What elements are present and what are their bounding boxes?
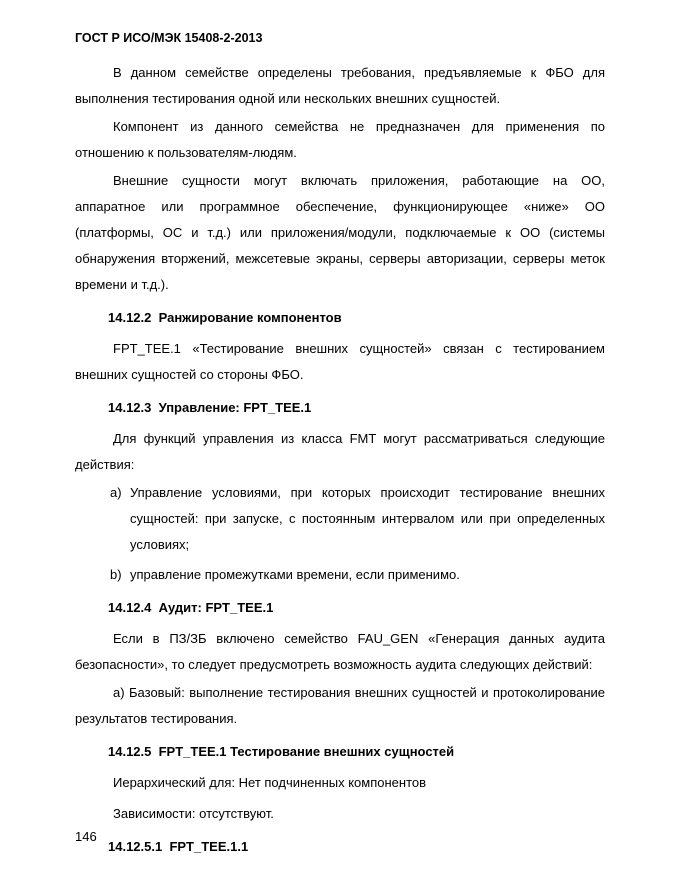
paragraph-audit-basic: a) Базовый: выполнение тестирования внешних сущностей и протоколирование результатов тестирования. (75, 685, 605, 726)
paragraph-component-not-for-humans: Компонент из данного семейства не предназначен для применения по отношению к пользователям-людям. (75, 119, 605, 160)
list-item-a (110, 480, 605, 558)
paragraph-dependencies: Зависимости: отсутствуют. (113, 806, 274, 821)
paragraph-fpt-tee: FPT_TEE.1 «Тестирование внешних сущностей» связан с тестированием внешних сущностей со стороны ФБО. (75, 341, 605, 382)
section-heading-fpt-tee11: 14.12.5.1 FPT_TEE.1.1 (108, 839, 249, 854)
list-marker-a: a) (110, 485, 122, 500)
paragraph-hierarchical: Иерархический для: Нет подчиненных компонентов (113, 775, 427, 790)
section-heading-audit: 14.12.4 Аудит: FPT_TEE.1 (108, 600, 274, 615)
list-item-b-text: управление промежутками времени, если применимо. (130, 567, 460, 582)
page-number: 146 (75, 829, 97, 844)
section-heading-management: 14.12.3 Управление: FPT_TEE.1 (108, 400, 312, 415)
list-item-b (110, 562, 605, 588)
list-marker-b: b) (110, 567, 122, 582)
section-heading-ranking: 14.12.2 Ранжирование компонентов (108, 310, 342, 325)
document-header: ГОСТ Р ИСО/МЭК 15408-2-2013 (75, 31, 263, 45)
paragraph-fmt-actions: Для функций управления из класса FMT могут рассматриваться следующие действия: (75, 431, 605, 472)
paragraph-external-entities: Внешние сущности могут включать приложения, работающие на ОО, аппаратное или программное обеспечение, функционирующее «ниже» ОО (платформы, ОС и т.д.) или приложения/модули, подключаемые к ОО (системы обнаружения вторжений, межсетевые экраны, серверы авторизации, серверы меток времени и т.д.). (75, 173, 605, 292)
section-heading-fpt-tee1: 14.12.5 FPT_TEE.1 Тестирование внешних сущностей (108, 744, 455, 759)
list-item-a-text: Управление условиями, при которых происходит тестирование внешних сущностей: при запуске, с постоянным интервалом или при определенных условиях; (130, 485, 605, 552)
paragraph-audit-family: Если в ПЗ/ЗБ включено семейство FAU_GEN «Генерация данных аудита безопасности», то следует предусмотреть возможность аудита следующих действий: (75, 631, 605, 672)
paragraph-family-requirements: В данном семействе определены требования, предъявляемые к ФБО для выполнения тестирования одной или нескольких внешних сущностей. (75, 65, 605, 106)
